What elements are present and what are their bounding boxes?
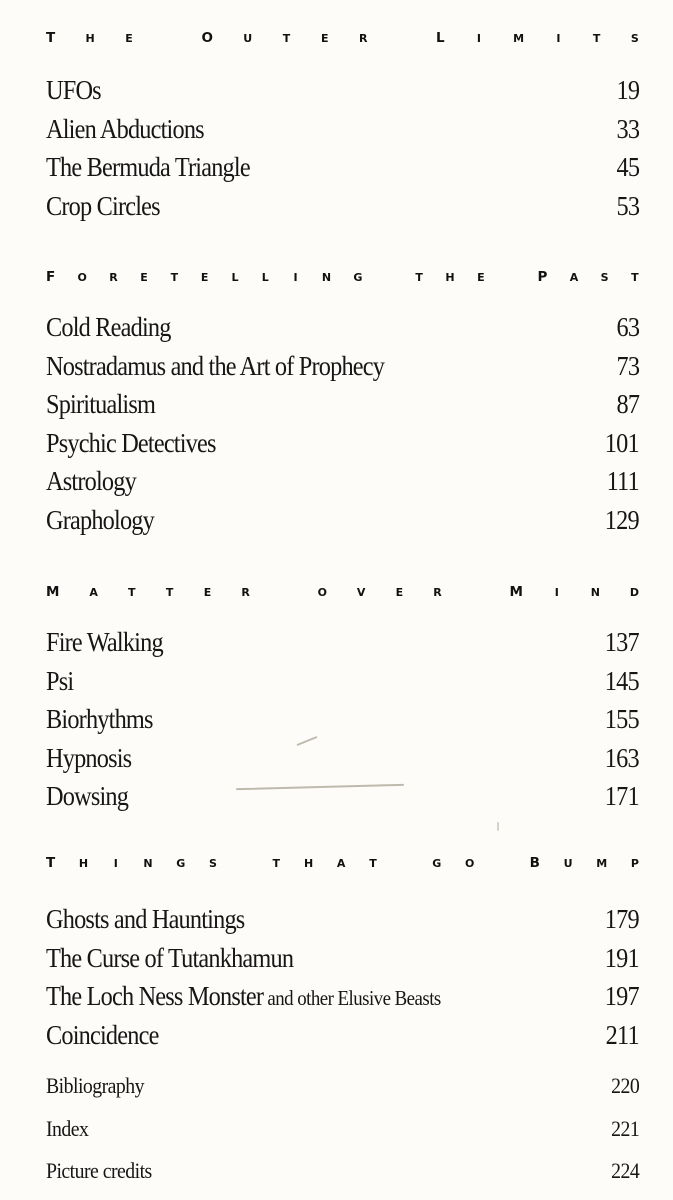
- entry-page: 53: [616, 190, 639, 221]
- heading-letter: S: [630, 32, 639, 45]
- heading-letter: A: [569, 271, 579, 284]
- heading-letter: S: [600, 271, 609, 284]
- heading-letter: S: [209, 857, 217, 870]
- toc-entry[interactable]: [46, 308, 639, 347]
- toc-entry[interactable]: [46, 385, 639, 424]
- heading-letter: [163, 33, 171, 44]
- entry-title: The Bermuda Triangle: [46, 152, 250, 182]
- heading-letter: T: [282, 32, 291, 45]
- toc-entry[interactable]: [46, 148, 639, 187]
- heading-letter: H: [445, 271, 455, 284]
- heading-letter: E: [395, 586, 404, 599]
- heading-letter: U: [243, 32, 253, 45]
- heading-letter: R: [358, 32, 368, 45]
- section-entries: [46, 308, 639, 539]
- entry-page: 101: [604, 427, 639, 458]
- heading-letter: N: [590, 586, 600, 599]
- heading-letter: E: [125, 32, 133, 45]
- entry-page: 137: [604, 627, 639, 657]
- toc-entry[interactable]: [46, 939, 639, 978]
- toc-entry[interactable]: [46, 1065, 639, 1108]
- toc-entry[interactable]: [46, 900, 639, 939]
- section-heading: [46, 855, 639, 871]
- heading-letter: G: [176, 857, 186, 870]
- entry-title-main: The Loch Ness Monster: [46, 981, 264, 1011]
- toc-entry[interactable]: [46, 501, 639, 540]
- heading-letter: M: [46, 584, 60, 600]
- heading-letter: M: [596, 857, 608, 870]
- heading-letter: O: [317, 586, 328, 599]
- entry-page: 191: [604, 942, 639, 973]
- heading-letter: E: [203, 586, 212, 599]
- toc-entry[interactable]: [46, 424, 639, 463]
- heading-letter: T: [46, 855, 56, 871]
- heading-letter: A: [89, 586, 98, 599]
- heading-letter: R: [109, 271, 118, 284]
- toc-entry[interactable]: [46, 1016, 639, 1055]
- heading-letter: E: [477, 271, 485, 284]
- heading-letter: I: [476, 32, 481, 45]
- heading-letter: L: [261, 271, 269, 284]
- heading-letter: T: [170, 271, 179, 284]
- heading-letter: L: [436, 30, 445, 46]
- entry-page: 211: [605, 1019, 639, 1050]
- entry-page: 179: [604, 904, 639, 934]
- heading-letter: M: [513, 32, 525, 45]
- heading-letter: T: [369, 857, 377, 870]
- entry-page: 73: [616, 350, 639, 381]
- toc-entry[interactable]: [46, 187, 639, 226]
- entry-page: 87: [616, 389, 639, 419]
- back-matter-entries: [46, 1065, 639, 1193]
- heading-letter: O: [77, 271, 87, 284]
- toc-entry[interactable]: [46, 777, 639, 816]
- heading-letter: N: [143, 857, 153, 870]
- heading-letter: H: [303, 857, 314, 870]
- heading-letter: G: [432, 857, 442, 870]
- heading-letter: R: [433, 586, 442, 599]
- toc-entry[interactable]: [46, 623, 639, 662]
- heading-letter: E: [320, 32, 329, 45]
- entry-title: Fire Walking: [46, 627, 163, 657]
- heading-letter: [385, 272, 393, 283]
- toc-entry[interactable]: [46, 739, 639, 778]
- heading-letter: R: [241, 586, 250, 599]
- toc-entry[interactable]: [46, 71, 639, 110]
- section-heading: [46, 584, 639, 600]
- heading-letter: F: [46, 269, 56, 285]
- entry-page: 197: [604, 981, 639, 1011]
- heading-letter: T: [46, 30, 56, 46]
- heading-letter: G: [353, 271, 363, 284]
- entry-title: Crop Circles: [46, 190, 160, 221]
- entry-title: Bibliography: [46, 1073, 145, 1098]
- heading-letter: O: [201, 30, 213, 46]
- entry-title: Hypnosis: [46, 742, 132, 773]
- toc-entry[interactable]: [46, 977, 639, 1016]
- heading-letter: O: [464, 857, 475, 870]
- heading-letter: [241, 858, 249, 869]
- toc-entry[interactable]: [46, 110, 639, 149]
- entry-page: 163: [604, 742, 639, 773]
- heading-letter: N: [321, 271, 332, 284]
- section-heading: [46, 30, 639, 46]
- entry-page: 224: [610, 1158, 639, 1183]
- entry-title: [46, 977, 441, 1018]
- heading-letter: [507, 272, 515, 283]
- toc-entry[interactable]: [46, 1108, 639, 1151]
- entry-page: 221: [610, 1115, 639, 1141]
- section-matter-over-mind: [46, 584, 639, 811]
- entry-title: Cold Reading: [46, 312, 171, 342]
- section-things-that-go-bump: [46, 855, 639, 1050]
- heading-letter: B: [529, 855, 540, 871]
- heading-letter: E: [200, 271, 209, 284]
- heading-letter: T: [165, 586, 174, 599]
- entry-page: 155: [604, 704, 639, 734]
- heading-letter: V: [356, 586, 366, 599]
- toc-entry[interactable]: [46, 1150, 639, 1193]
- heading-letter: T: [631, 271, 639, 284]
- entry-page: 129: [604, 504, 639, 535]
- heading-letter: [472, 587, 480, 598]
- toc-entry[interactable]: [46, 347, 639, 386]
- entry-title: The Curse of Tutankhamun: [46, 942, 294, 973]
- entry-title-subtitle: and other Elusive Beasts: [263, 986, 441, 1010]
- heading-letter: [401, 858, 409, 869]
- section-entries: [46, 900, 639, 1054]
- heading-letter: H: [78, 857, 89, 870]
- toc-entry[interactable]: [46, 700, 639, 739]
- entry-page: 145: [604, 665, 639, 696]
- toc-entry[interactable]: [46, 462, 639, 501]
- heading-letter: T: [415, 271, 423, 284]
- section-foretelling-the-past: [46, 269, 639, 535]
- heading-letter: T: [272, 857, 281, 870]
- entry-page: 45: [616, 152, 639, 182]
- entry-title: Ghosts and Hauntings: [46, 904, 245, 934]
- heading-letter: H: [85, 32, 95, 45]
- back-matter: [46, 1065, 639, 1193]
- heading-letter: I: [293, 271, 298, 284]
- heading-letter: P: [537, 269, 548, 285]
- entry-page: 220: [610, 1073, 639, 1098]
- entry-title: Picture credits: [46, 1158, 152, 1183]
- entry-title: UFOs: [46, 75, 101, 105]
- entry-page: 111: [606, 466, 639, 496]
- heading-letter: I: [113, 857, 118, 870]
- entry-title: Spiritualism: [46, 389, 156, 419]
- heading-letter: [398, 33, 406, 44]
- section-the-outer-limits: [46, 30, 639, 221]
- heading-letter: E: [140, 271, 148, 284]
- heading-letter: D: [629, 586, 639, 599]
- entry-title: Graphology: [46, 504, 154, 535]
- heading-letter: L: [231, 271, 239, 284]
- heading-letter: T: [592, 32, 601, 45]
- heading-letter: I: [554, 586, 559, 599]
- entry-page: 19: [616, 75, 639, 105]
- section-entries: [46, 71, 639, 225]
- entry-page: 171: [604, 781, 639, 811]
- entry-title: Index: [46, 1115, 89, 1141]
- entry-page: 63: [616, 312, 639, 342]
- entry-title: Psychic Detectives: [46, 427, 216, 458]
- entry-title: Alien Abductions: [46, 113, 204, 144]
- heading-letter: [280, 587, 288, 598]
- section-heading: [46, 269, 639, 285]
- entry-title: Coincidence: [46, 1019, 159, 1050]
- scan-mark: [497, 822, 499, 831]
- toc-entry[interactable]: [46, 662, 639, 701]
- entry-title: Psi: [46, 665, 74, 696]
- heading-letter: U: [563, 857, 573, 870]
- heading-letter: A: [336, 857, 346, 870]
- entry-title: Dowsing: [46, 781, 129, 811]
- entry-title: Nostradamus and the Art of Prophecy: [46, 350, 385, 381]
- heading-letter: P: [630, 857, 639, 870]
- entry-page: 33: [616, 113, 639, 144]
- entry-title: Biorhythms: [46, 704, 153, 734]
- heading-letter: T: [127, 586, 136, 599]
- heading-letter: M: [509, 584, 523, 600]
- entry-title: Astrology: [46, 466, 136, 496]
- heading-letter: [498, 858, 506, 869]
- heading-letter: I: [556, 32, 561, 45]
